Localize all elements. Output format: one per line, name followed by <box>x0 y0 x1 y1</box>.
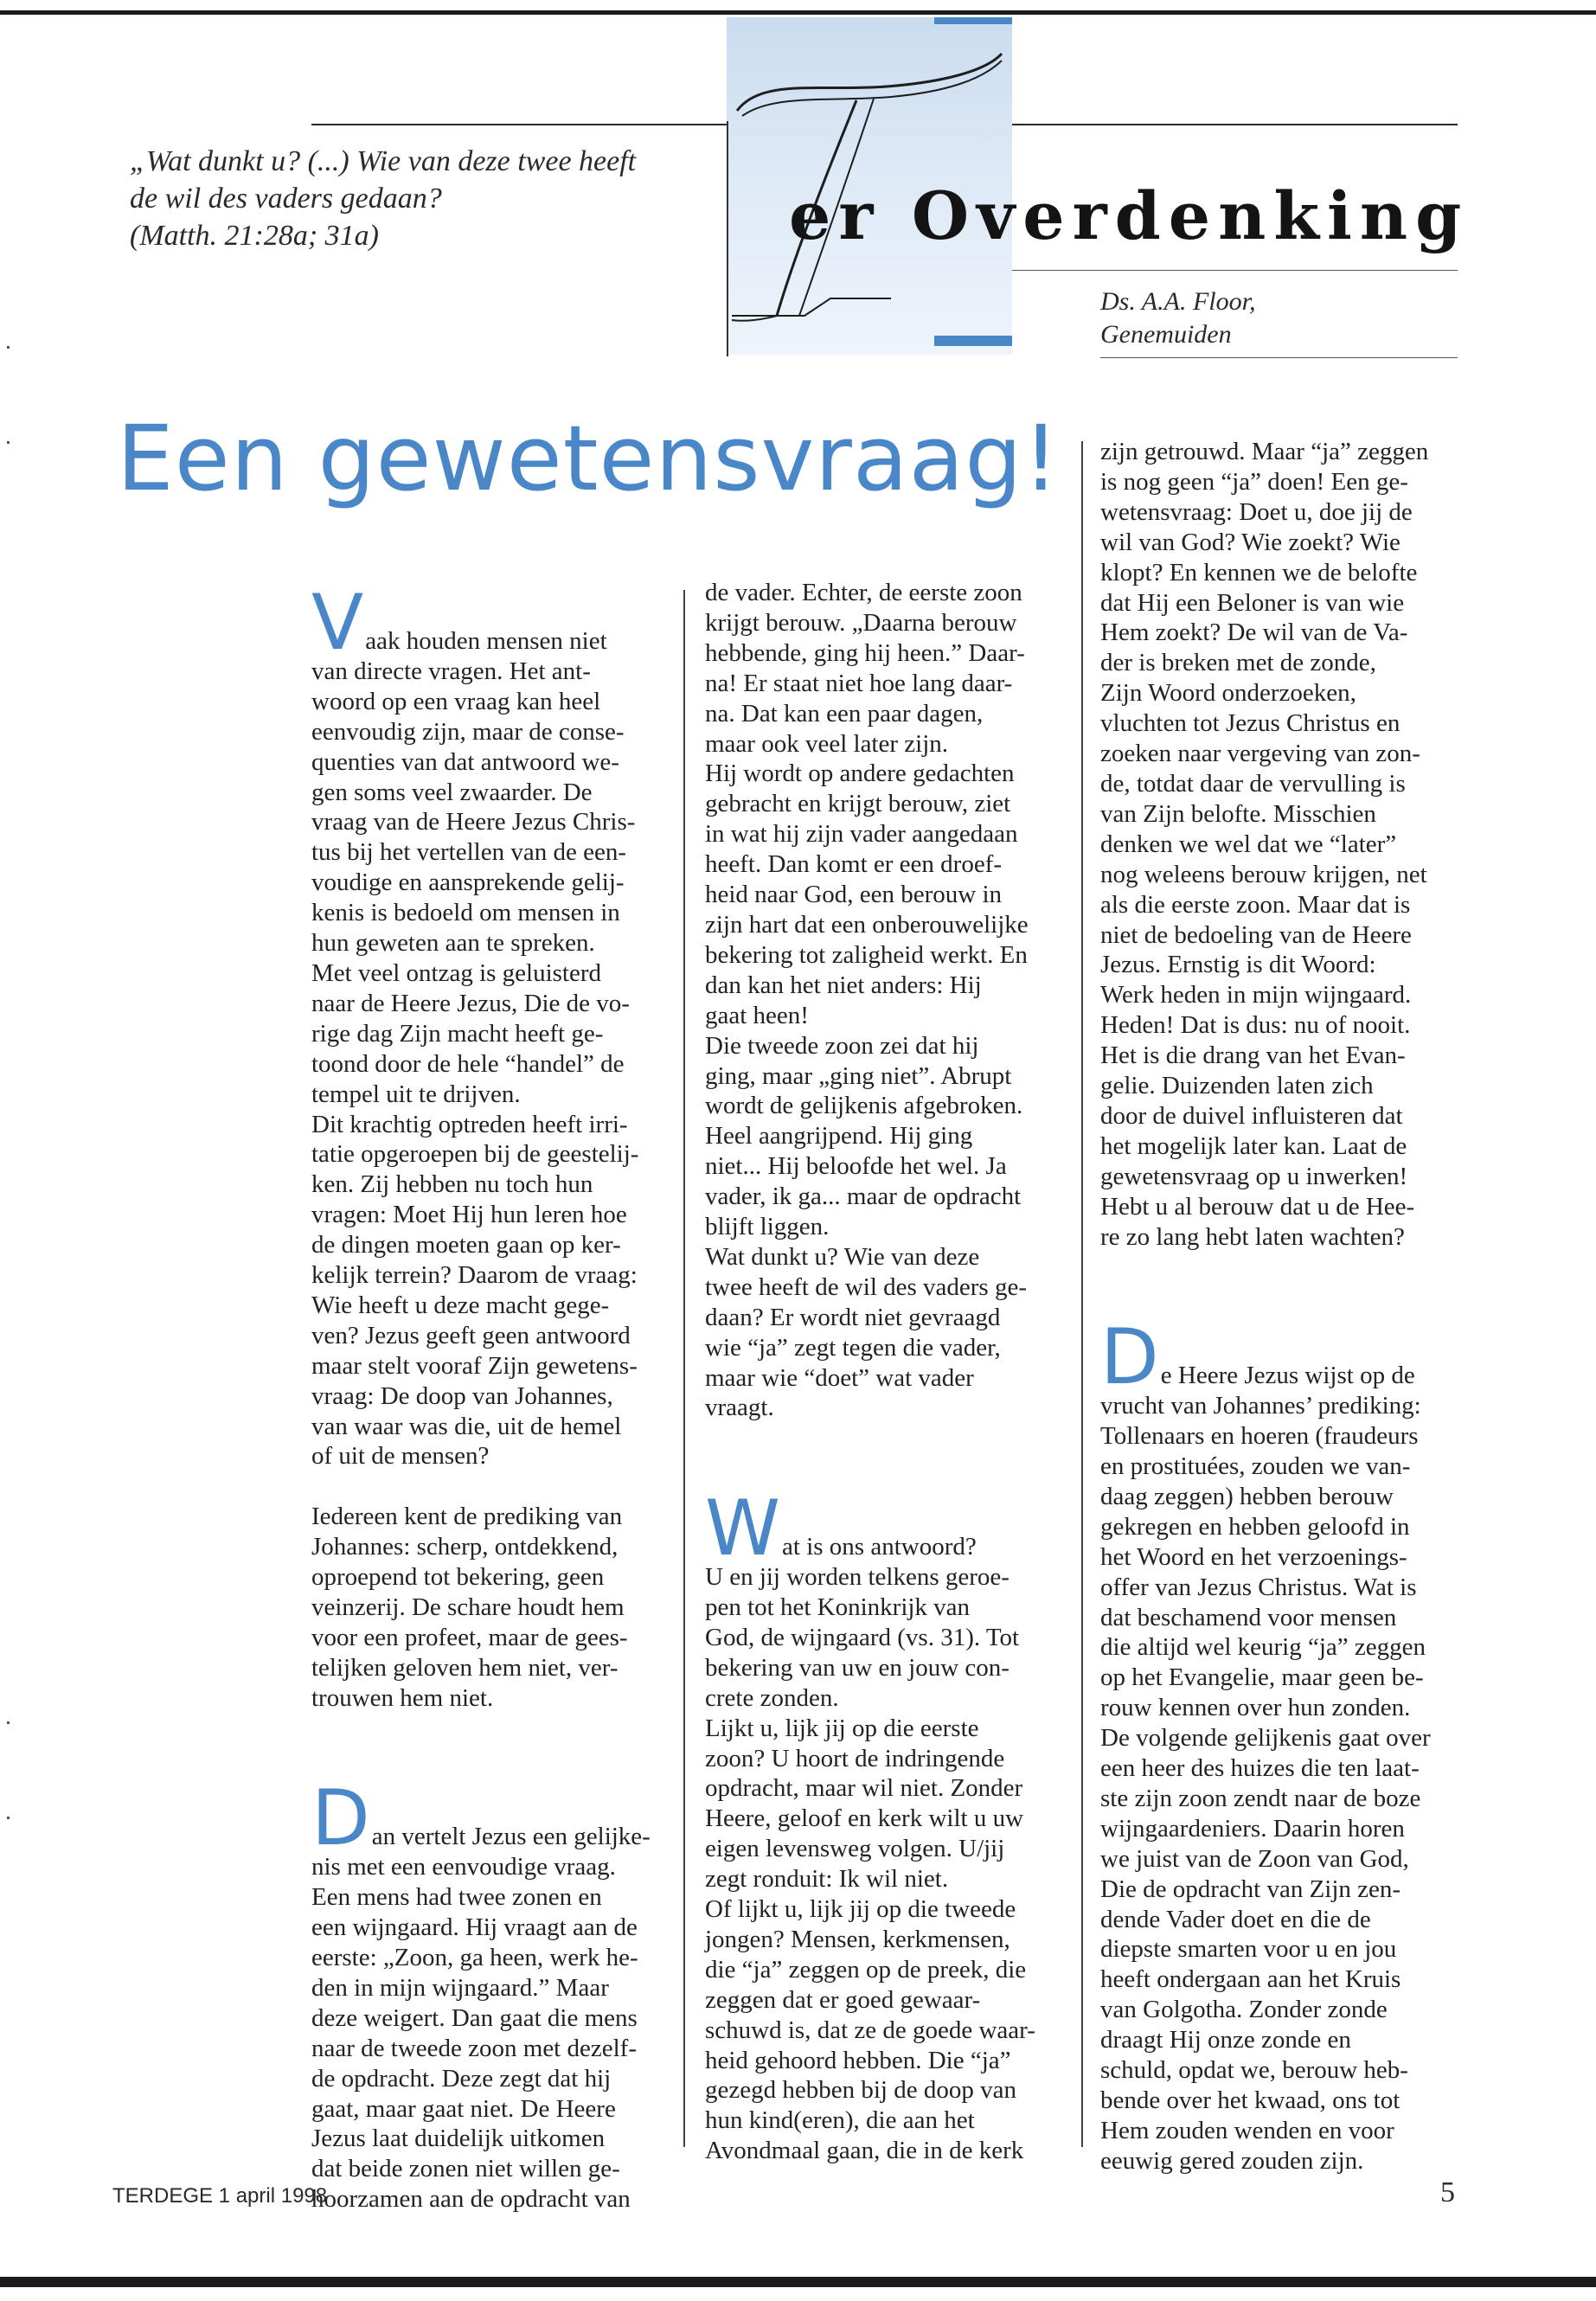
text-line: van Zijn belofte. Misschien <box>1100 799 1376 828</box>
header-rule-right <box>1012 124 1458 125</box>
text-line: hun geweten aan te spreken. <box>311 929 595 958</box>
text-line: gezegd hebben bij de doop van <box>705 2076 1016 2105</box>
text-line: diepste smarten voor u en jou <box>1100 1935 1397 1964</box>
text-line: der is breken met de zonde, <box>1100 649 1376 677</box>
text-line: van directe vragen. Het ant- <box>311 657 591 685</box>
text-line: vragen: Moet Hij hun leren hoe <box>311 1201 627 1229</box>
text-line: zeggen dat er goed gewaar- <box>705 1985 981 2014</box>
article-title: Een gewetensvraag! <box>117 406 1061 511</box>
text-line: zijn hart dat een onberouwelijke <box>705 910 1029 939</box>
text-line: pen tot het Koninkrijk van <box>705 1593 971 1621</box>
text-line: ging, maar „ging niet”. Abrupt <box>705 1061 1012 1090</box>
quote-line: (Matth. 21:28a; 31a) <box>130 220 380 252</box>
drop-cap-line-text: an vertelt Jezus een gelijke- <box>371 1823 651 1851</box>
text-line: Die tweede zoon zei dat hij <box>705 1031 979 1060</box>
text-line: vraagt. <box>705 1394 774 1422</box>
text-line: niet... Hij beloofde het wel. Ja <box>705 1152 1007 1181</box>
text-line: maar stelt vooraf Zijn gewetens- <box>311 1351 638 1380</box>
text-line <box>705 1484 1068 1574</box>
text-line: eerste: „Zoon, ga heen, werk he- <box>311 1944 638 1972</box>
text-line: een heer des huizes die ten laat- <box>1100 1754 1420 1783</box>
text-line: wie “ja” zegt tegen die vader, <box>705 1333 1001 1362</box>
drop-cap-line-text: aak houden mensen niet <box>365 627 607 655</box>
author-credit <box>1100 285 1255 351</box>
text-line: de vader. Echter, de eerste zoon <box>705 579 1022 606</box>
text-line: ken. Zij hebben nu toch hun <box>311 1170 593 1199</box>
text-line: maar wie “doet” wat vader <box>705 1363 974 1392</box>
text-line: dat beschamend voor mensen <box>1100 1603 1397 1631</box>
text-line: kenis is bedoeld om mensen in <box>311 899 620 927</box>
text-line: daag zeggen) hebben berouw <box>1100 1482 1394 1510</box>
text-line: de opdracht. Deze zegt dat hij <box>311 2064 612 2093</box>
text-line: naar de tweede zoon met dezelf- <box>311 2034 637 2062</box>
scan-mark <box>7 441 10 444</box>
text-line: Die de opdracht van Zijn zen- <box>1100 1875 1401 1903</box>
text-line: hun kind(eren), die aan het <box>705 2106 975 2135</box>
text-line: eenvoudig zijn, maar de conse- <box>311 717 625 746</box>
text-line: Werk heden in mijn wijngaard. <box>1100 981 1412 1009</box>
text-line: dan kan het niet anders: Hij <box>705 971 982 999</box>
text-line: oproepend tot bekering, geen <box>311 1563 605 1592</box>
text-line: Wat dunkt u? Wie van deze <box>705 1242 980 1271</box>
text-line: vluchten tot Jezus Christus en <box>1100 709 1401 738</box>
text-line: heid naar God, een berouw in <box>705 881 1003 909</box>
text-line: hebbende, ging hij heen.” Daar- <box>705 638 1025 667</box>
text-line: re zo lang hebt laten wachten? <box>1100 1222 1405 1251</box>
author-place: Genemuiden <box>1100 320 1232 349</box>
drop-cap: W <box>705 1484 781 1574</box>
text-line: draagt Hij onze zonde en <box>1100 2026 1351 2054</box>
text-line: we juist van de Zoon van God, <box>1100 1844 1409 1873</box>
text-line: nog weleens berouw krijgen, net <box>1100 860 1427 888</box>
text-line: quenties van dat antwoord we- <box>311 747 619 776</box>
text-line: bende over het kwaad, ons tot <box>1100 2086 1401 2114</box>
text-line: God, de wijngaard (vs. 31). Tot <box>705 1623 1020 1651</box>
text-line: woord op een vraag kan heel <box>311 687 601 715</box>
text-line: tatie opgeroepen bij de geestelij- <box>311 1140 639 1169</box>
text-line: Heel aangrijpend. Hij ging <box>705 1122 973 1150</box>
text-line: dat beide zonen niet willen ge- <box>311 2155 620 2183</box>
page-number: 5 <box>1440 2176 1455 2208</box>
text-line: eigen levensweg volgen. U/jij <box>705 1835 1005 1863</box>
text-line: Hem zouden wenden en voor <box>1100 2116 1394 2144</box>
text-line: Hem zoekt? De wil van de Va- <box>1100 619 1408 647</box>
paragraph-gap <box>1100 1282 1464 1312</box>
text-line: jongen? Mensen, kerkmensen, <box>705 1925 1010 1953</box>
paragraph-gap <box>311 1471 675 1502</box>
drop-cap: D <box>1100 1312 1159 1402</box>
article-column-1 <box>311 578 675 2214</box>
article-column-2 <box>705 578 1068 2166</box>
text-line: de, totdat daar de vervulling is <box>1100 769 1406 798</box>
text-line: als die eerste zoon. Maar dat is <box>1100 890 1411 919</box>
text-line: maar ook veel later zijn. <box>705 729 949 758</box>
text-line: na! Er staat niet hoe lang daar- <box>705 669 1013 697</box>
scripture-quote <box>130 143 718 254</box>
text-line: Iedereen kent de prediking van <box>311 1503 623 1531</box>
text-line: heeft ondergaan aan het Kruis <box>1100 1965 1401 1994</box>
text-line: het Woord en het verzoenings- <box>1100 1542 1407 1571</box>
text-line: Een mens had twee zonen en <box>311 1883 602 1912</box>
bottom-border <box>0 2277 1596 2287</box>
text-line: gelie. Duizenden laten zich <box>1100 1072 1374 1100</box>
text-line: een wijngaard. Hij vraagt aan de <box>311 1913 638 1942</box>
text-line: Of lijkt u, lijk jij op die tweede <box>705 1895 1016 1924</box>
text-line: bekering tot zaligheid werkt. En <box>705 940 1028 969</box>
text-line: opdracht, maar wil niet. Zonder <box>705 1774 1023 1803</box>
text-line: Avondmaal gaan, die in de kerk <box>705 2137 1024 2165</box>
text-line: klopt? En kennen we de belofte <box>1100 558 1418 586</box>
text-line: crete zonden. <box>705 1683 839 1712</box>
text-line: rige dag Zijn macht heeft ge- <box>311 1019 604 1048</box>
text-line: dat Hij een Beloner is van wie <box>1100 588 1405 617</box>
text-line: Jezus laat duidelijk uitkomen <box>311 2125 606 2153</box>
text-line: trouwen hem niet. <box>311 1683 494 1712</box>
text-line: na. Dat kan een paar dagen, <box>705 699 984 727</box>
text-line: Dit krachtig optreden heeft irri- <box>311 1110 628 1138</box>
text-line: Zijn Woord onderzoeken, <box>1100 679 1356 708</box>
text-line: toond door de hele “handel” de <box>311 1049 625 1078</box>
text-line: daan? Er wordt niet gevraagd <box>705 1303 1001 1331</box>
text-line: op het Evangelie, maar geen be- <box>1100 1663 1424 1692</box>
text-line: of uit de mensen? <box>311 1442 490 1471</box>
top-border <box>0 10 1596 15</box>
text-line: Lijkt u, lijk jij op die eerste <box>705 1714 979 1742</box>
text-line: deze weigert. Dan gaat die mens <box>311 2003 638 2032</box>
text-line: ven? Jezus geeft geen antwoord <box>311 1321 631 1349</box>
text-line: bekering van uw en jouw con- <box>705 1653 1010 1682</box>
text-line: hoorzamen aan de opdracht van <box>311 2185 631 2214</box>
text-line: telijken geloven hem niet, ver- <box>311 1653 619 1682</box>
text-line: offer van Jezus Christus. Wat is <box>1100 1573 1417 1601</box>
paragraph-gap <box>1100 1252 1464 1282</box>
drop-cap: V <box>311 578 364 667</box>
text-line: den in mijn wijngaard.” Maar <box>311 1973 609 2002</box>
text-line: tempel uit te drijven. <box>311 1080 521 1108</box>
text-line <box>311 1773 675 1863</box>
text-line: vrucht van Johannes’ prediking: <box>1100 1392 1421 1420</box>
text-line <box>311 578 675 667</box>
text-line: Hij wordt op andere gedachten <box>705 760 1015 788</box>
text-line: vader, ik ga... maar de opdracht <box>705 1183 1022 1211</box>
publication-footer: TERDEGE 1 april 1998 <box>112 2184 328 2208</box>
scan-mark <box>7 346 10 349</box>
text-line: twee heeft de wil des vaders ge- <box>705 1272 1028 1301</box>
text-line: De volgende gelijkenis gaat over <box>1100 1724 1431 1753</box>
text-line: Hebt u al berouw dat u de Hee- <box>1100 1192 1415 1221</box>
text-line: door de duivel influisteren dat <box>1100 1101 1403 1130</box>
column-divider-2 <box>1081 441 1083 2147</box>
text-line: zoeken naar vergeving van zon- <box>1100 740 1420 768</box>
text-line: en prostituées, zouden we van- <box>1100 1452 1411 1480</box>
text-line: Jezus. Ernstig is dit Woord: <box>1100 951 1376 979</box>
text-line: eeuwig gered zouden zijn. <box>1100 2146 1364 2175</box>
text-line: heid gehoord hebben. Die “ja” <box>705 2046 1011 2074</box>
text-line: gekregen en hebben geloofd in <box>1100 1512 1410 1541</box>
drop-cap-line-text: at is ons antwoord? <box>782 1533 977 1561</box>
paragraph-gap <box>705 1453 1068 1484</box>
text-line: Tollenaars en hoeren (fraudeurs <box>1100 1422 1419 1451</box>
quote-line: de wil des vaders gedaan? <box>130 183 442 215</box>
text-line: blijft liggen. <box>705 1213 830 1241</box>
text-line: die altijd wel keurig “ja” zeggen <box>1100 1633 1426 1662</box>
text-line: Met veel ontzag is geluisterd <box>311 958 602 987</box>
text-line: Het is die drang van het Evan- <box>1100 1042 1406 1070</box>
quote-line: „Wat dunkt u? (...) Wie van deze twee heeft <box>130 145 637 177</box>
text-line: vraag: De doop van Johannes, <box>311 1381 613 1410</box>
text-line: tus bij het vertellen van de een- <box>311 838 626 867</box>
text-line: gaat heen! <box>705 1001 809 1029</box>
text-line: rouw kennen over hun zonden. <box>1100 1694 1411 1722</box>
text-line: de dingen moeten gaan op ker- <box>311 1231 621 1259</box>
paragraph-gap <box>705 1423 1068 1453</box>
text-line: Heere, geloof en kerk wilt u uw <box>705 1804 1024 1833</box>
text-line: van Golgotha. Zonder zonde <box>1100 1996 1388 2024</box>
header-rule-left <box>311 124 727 125</box>
drop-cap: D <box>311 1773 370 1863</box>
text-line: veinzerij. De schare houdt hem <box>311 1593 625 1621</box>
text-line: voor een profeet, maar de gees- <box>311 1623 628 1651</box>
column-divider-1 <box>683 590 685 2147</box>
text-line: gaat, maar gaat niet. De Heere <box>311 2094 616 2123</box>
text-line: wijngaardeniers. Daarin horen <box>1100 1814 1405 1843</box>
text-line: wil van God? Wie zoekt? Wie <box>1100 528 1401 556</box>
text-line: zijn getrouwd. Maar “ja” zeggen <box>1100 438 1429 465</box>
text-line: schuwd is, dat ze de goede waar- <box>705 2016 1035 2044</box>
text-line <box>1100 1312 1464 1402</box>
text-line: niet de bedoeling van de Heere <box>1100 920 1412 949</box>
text-line: zegt ronduit: Ik wil niet. <box>705 1865 949 1894</box>
text-line: gen soms veel zwaarder. De <box>311 778 593 806</box>
author-name: Ds. A.A. Floor, <box>1100 287 1256 316</box>
text-line: naar de Heere Jezus, Die de vo- <box>311 989 630 1017</box>
text-line: het mogelijk later kan. Laat de <box>1100 1131 1407 1160</box>
text-line: die “ja” zeggen op de preek, die <box>705 1955 1027 1984</box>
text-line: wetensvraag: Doet u, doe jij de <box>1100 497 1413 526</box>
text-line: in wat hij zijn vader aangedaan <box>705 820 1018 849</box>
header-rule-under-title <box>1012 270 1458 271</box>
rubric-title-text: er Overdenking <box>789 177 1470 254</box>
text-line: van waar was die, uit de hemel <box>311 1412 622 1440</box>
text-line: voudige en aansprekende gelij- <box>311 868 625 897</box>
text-line: schuld, opdat we, berouw heb- <box>1100 2056 1408 2085</box>
text-line: zoon? U hoort de indringende <box>705 1744 1005 1772</box>
text-line: heeft. Dan komt er een droef- <box>705 850 1003 879</box>
text-line: Johannes: scherp, ontdekkend, <box>311 1533 619 1561</box>
rubric-title <box>789 177 1469 255</box>
text-line: vraag van de Heere Jezus Chris- <box>311 808 636 836</box>
text-line: is nog geen “ja” doen! Een ge- <box>1100 467 1408 496</box>
paragraph-gap <box>311 1744 675 1774</box>
author-rule <box>1100 357 1458 358</box>
drop-cap-line-text: e Heere Jezus wijst op de <box>1160 1362 1415 1390</box>
text-line: denken we wel dat we “later” <box>1100 830 1397 858</box>
text-line: wordt de gelijkenis afgebroken. <box>705 1092 1023 1120</box>
text-line: Heden! Dat is dus: nu of nooit. <box>1100 1011 1411 1040</box>
text-line: U en jij worden telkens geroe- <box>705 1563 1010 1592</box>
scan-mark <box>7 1721 10 1724</box>
text-line: gebracht en krijgt berouw, ziet <box>705 790 1011 818</box>
text-line: gewetensvraag op u inwerken! <box>1100 1162 1408 1190</box>
article-column-3 <box>1100 437 1464 2176</box>
text-line: Wie heeft u deze macht gege- <box>311 1291 610 1319</box>
text-line: ste zijn zoon zendt naar de boze <box>1100 1784 1421 1812</box>
text-line: kelijk terrein? Daarom de vraag: <box>311 1261 638 1290</box>
paragraph-gap <box>311 1714 675 1744</box>
text-line: nis met een eenvoudige vraag. <box>311 1853 616 1881</box>
text-line: dende Vader doet en die de <box>1100 1905 1371 1933</box>
text-line: krijgt berouw. „Daarna berouw <box>705 608 1017 637</box>
scan-mark <box>7 1817 10 1819</box>
